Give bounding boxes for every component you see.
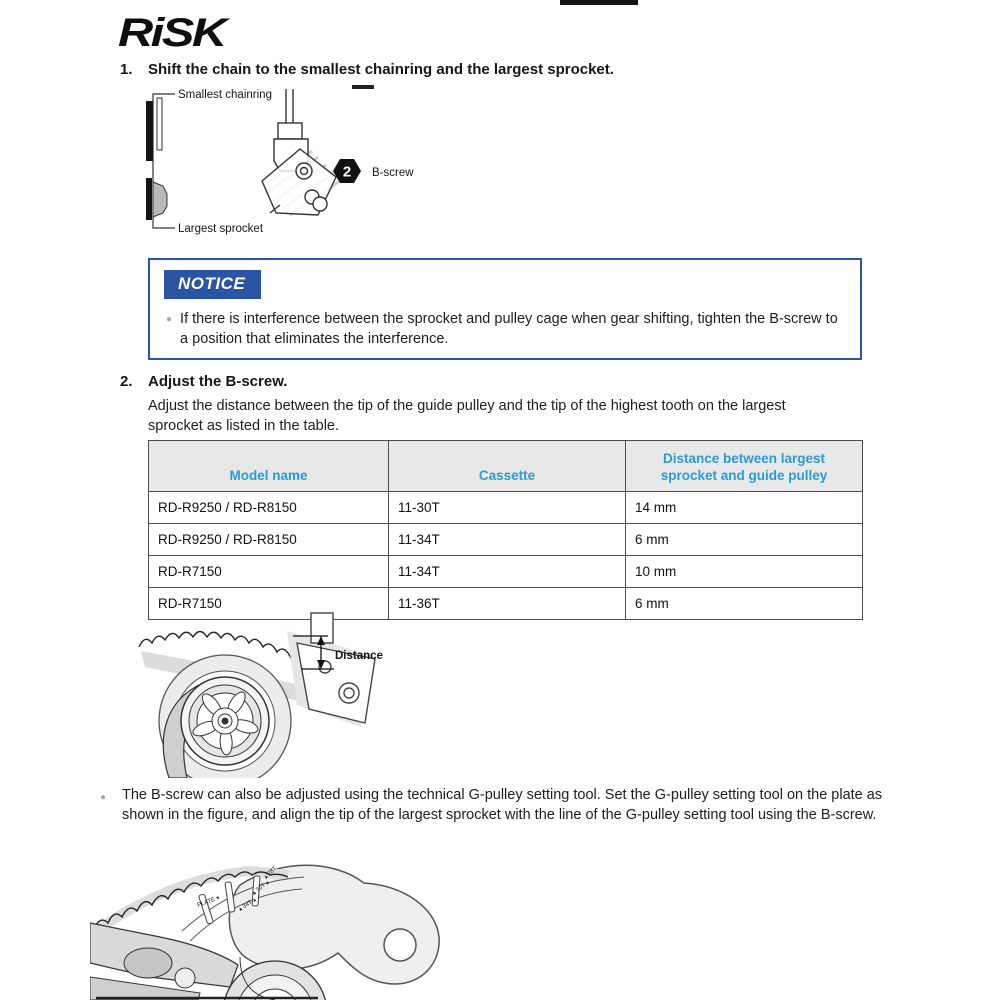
marking-plate: PLATE ▾: [196, 895, 221, 909]
notice-bullet-row: [166, 310, 842, 349]
figure-gpulley-tool-art: [90, 845, 450, 1000]
bullet-icon: ●: [166, 314, 173, 325]
figure-derailleur-overview: [120, 85, 450, 245]
derailleur-knuckle: [124, 948, 172, 978]
cell-distance: 14 mm: [626, 492, 863, 524]
figure-derailleur-overview-art: [120, 85, 450, 245]
step-badge-2-number: 2: [342, 163, 352, 181]
header-distance: Distance between largest sprocket and guide pulley: [626, 441, 863, 492]
step-1-number: 1.: [120, 61, 133, 78]
cell-model: RD-R7150: [149, 556, 389, 588]
header-cassette: Cassette: [389, 441, 626, 492]
step-2-number: 2.: [120, 373, 133, 390]
top-crop-artifact: [560, 0, 638, 5]
marking-28t: ▴ 28T: [263, 865, 279, 881]
chain-bar: [146, 101, 153, 161]
cell-distance: 6 mm: [626, 588, 863, 620]
figure-distance-art: [135, 603, 435, 778]
step-2-title: Adjust the B-screw.: [148, 373, 288, 390]
figure-gpulley-tool: [90, 845, 450, 1000]
cable-artifact: [352, 85, 374, 89]
cell-distance: 10 mm: [626, 556, 863, 588]
cell-model: RD-R9250 / RD-R8150: [149, 492, 389, 524]
step-2-body: Adjust the distance between the tip of the guide pulley and the tip of the highest tooth on the largest sprocket as listed in the table.: [148, 398, 786, 434]
step-1-heading: [120, 61, 880, 78]
table-row: [149, 492, 863, 524]
header-model-name: Model name: [149, 441, 389, 492]
brand-logo: [116, 6, 356, 56]
notice-box: [148, 258, 862, 360]
smallest-chainring-label: Smallest chainring: [178, 89, 272, 101]
cell-cassette: 11-34T: [389, 524, 626, 556]
cell-cassette: 11-36T: [389, 588, 626, 620]
table-header-row: [149, 441, 863, 492]
marking-30t: ▴ 30T ▴: [251, 879, 271, 897]
smallest-chainring-shape: [157, 98, 162, 150]
guide-pulley: [181, 677, 269, 765]
step-badge-2: [333, 159, 361, 183]
brand-logo-art: [116, 6, 356, 56]
figure-distance: [135, 603, 435, 778]
distance-label: Distance: [335, 650, 383, 662]
cell-cassette: 11-34T: [389, 556, 626, 588]
notice-badge: NOTICE: [164, 270, 261, 299]
b-screw-label: B-screw: [372, 167, 414, 179]
cell-cassette: 11-30T: [389, 492, 626, 524]
largest-sprocket-label: Largest sprocket: [178, 223, 264, 235]
derailleur-drawing: [262, 89, 336, 215]
tool-hole: [384, 929, 416, 961]
notice-text: If there is interference between the sprocket and pulley cage when gear shifting, tighten the B-screw to a position that eliminates the interference.: [180, 311, 838, 347]
cell-distance: 6 mm: [626, 524, 863, 556]
step-1-title: Shift the chain to the smallest chainring and the largest sprocket.: [148, 61, 614, 78]
marking-34t: ▴ 34T ▴: [237, 896, 258, 913]
pivot-bolt: [175, 968, 195, 988]
table-row: [149, 524, 863, 556]
table-row: [149, 556, 863, 588]
largest-sprocket-shape: [153, 182, 167, 217]
cell-model: RD-R9250 / RD-R8150: [149, 524, 389, 556]
bracket-drawing: [297, 613, 375, 723]
bullet-icon: ●: [100, 792, 107, 803]
spec-table-wrap: [148, 440, 863, 620]
note-text: The B-screw can also be adjusted using the technical G-pulley setting tool. Set the G-pulley setting tool on the plate as shown in the figure, and align the tip of the largest sprocket with the line of the G-pulley setting tool using the B-screw.: [122, 787, 883, 823]
brand-logo-text: RiSK: [118, 11, 225, 55]
spec-table: [148, 440, 863, 620]
chain-bar-lower: [146, 178, 152, 220]
step-2-heading: [120, 373, 880, 390]
cell-model: RD-R7150: [149, 588, 389, 620]
